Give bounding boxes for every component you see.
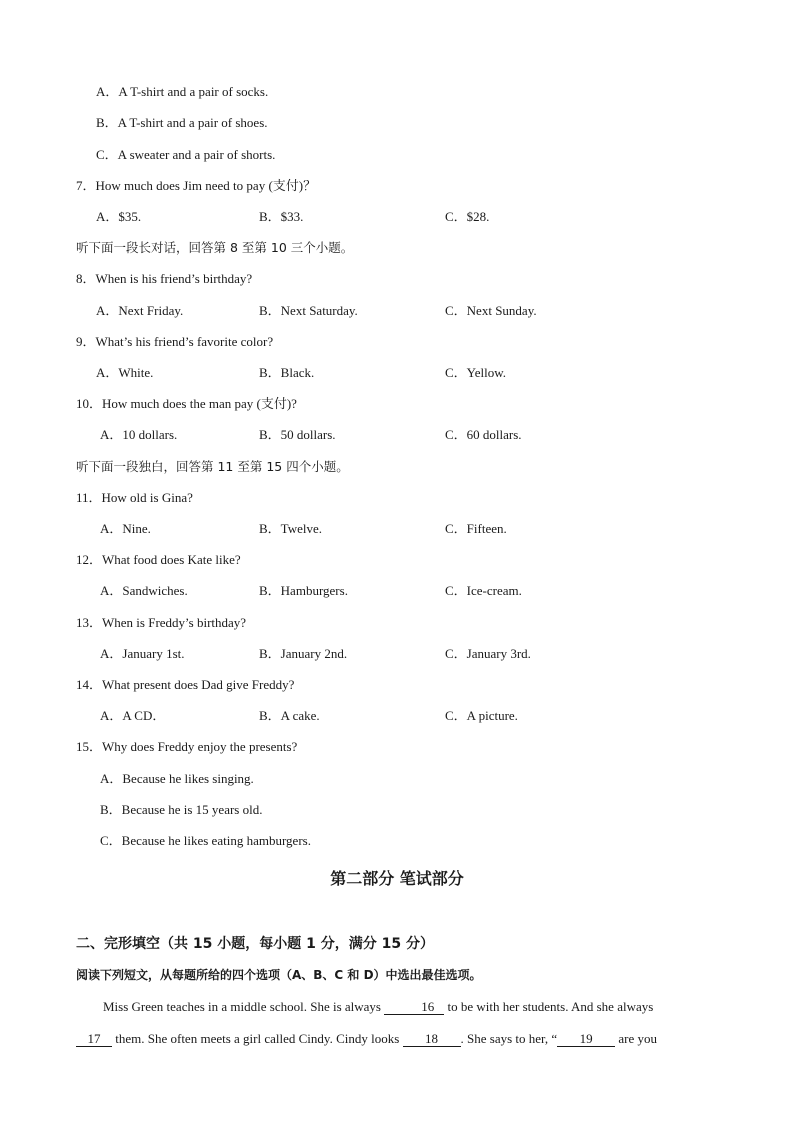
q10-option-a: A．10 dollars. (100, 427, 178, 442)
q7-option-a: A．$35. (96, 209, 142, 224)
q12-option-c: C．Ice-cream. (445, 583, 522, 598)
q6-option-c: C．A sweater and a pair of shorts. (96, 147, 276, 162)
q11-option-a: A．Nine. (100, 521, 151, 536)
q6-option-a: A．A T-shirt and a pair of socks. (96, 84, 269, 99)
q8-option-c: C．Next Sunday. (445, 303, 537, 318)
q11-option-c: C．Fifteen. (445, 521, 507, 536)
q12-stem: 12．What food does Kate like? (76, 552, 241, 567)
blank-18[interactable]: 18 (403, 1031, 461, 1047)
q9-option-b: B．Black. (259, 365, 315, 380)
q13-option-b: B．January 2nd. (259, 646, 348, 661)
instruction-8-10: 听下面一段长对话，回答第 8 至第 10 三个小题。 (76, 240, 354, 255)
passage-text: them. She often meets a girl called Cindy. Cindy looks (115, 1031, 400, 1046)
passage-text: . She says to her, “ (460, 1031, 558, 1046)
q10-option-c: C．60 dollars. (445, 427, 522, 442)
part-two-heading: 第二部分 笔试部分 (330, 869, 464, 888)
blank-17[interactable]: 17 (76, 1031, 112, 1047)
passage-line-2 (76, 1031, 712, 1047)
blank-19[interactable]: 19 (557, 1031, 615, 1047)
section-title: 二、完形填空（共 15 小题，每小题 1 分，满分 15 分） (76, 936, 434, 952)
q10-option-b: B．50 dollars. (259, 427, 336, 442)
q14-option-c: C．A picture. (445, 708, 518, 723)
q8-option-a: A．Next Friday. (96, 303, 184, 318)
q15-option-b: B．Because he is 15 years old. (100, 802, 263, 817)
q6-option-b: B．A T-shirt and a pair of shoes. (96, 115, 268, 130)
q13-stem: 13．When is Freddy’s birthday? (76, 615, 247, 630)
section-instruction: 阅读下列短文，从每题所给的四个选项（A、B、C 和 D）中选出最佳选项。 (76, 968, 482, 982)
q14-option-a: A．A CD． (100, 708, 166, 723)
q8-stem: 8．When is his friend’s birthday? (76, 271, 253, 286)
passage-text: Miss Green teaches in a middle school. She is always (103, 999, 381, 1014)
q7-option-c: C．$28. (445, 209, 490, 224)
q7-option-b: B．$33. (259, 209, 304, 224)
q8-option-b: B．Next Saturday. (259, 303, 358, 318)
passage-text: to be with her students. And she always (447, 999, 654, 1014)
q9-stem: 9．What’s his friend’s favorite color? (76, 334, 274, 349)
q10-stem: 10．How much does the man pay (支付)? (76, 396, 297, 411)
q13-option-c: C．January 3rd. (445, 646, 531, 661)
q11-option-b: B．Twelve. (259, 521, 322, 536)
q11-stem: 11．How old is Gina? (76, 490, 193, 505)
q14-option-b: B．A cake. (259, 708, 320, 723)
q12-option-a: A．Sandwiches. (100, 583, 188, 598)
q13-option-a: A．January 1st. (100, 646, 185, 661)
q15-option-c: C．Because he likes eating hamburgers. (100, 833, 311, 848)
q15-option-a: A．Because he likes singing. (100, 771, 254, 786)
instruction-11-15: 听下面一段独白，回答第 11 至第 15 四个小题。 (76, 459, 349, 474)
q9-option-c: C．Yellow. (445, 365, 507, 380)
blank-16[interactable]: 16 (384, 999, 444, 1015)
q7-stem: 7．How much does Jim need to pay (支付)？ (76, 178, 317, 193)
passage-text: are you (618, 1031, 658, 1046)
q12-option-b: B．Hamburgers. (259, 583, 348, 598)
q15-stem: 15．Why does Freddy enjoy the presents? (76, 739, 298, 754)
q14-stem: 14．What present does Dad give Freddy? (76, 677, 295, 692)
passage-line-1 (76, 999, 712, 1015)
q9-option-a: A．White. (96, 365, 154, 380)
